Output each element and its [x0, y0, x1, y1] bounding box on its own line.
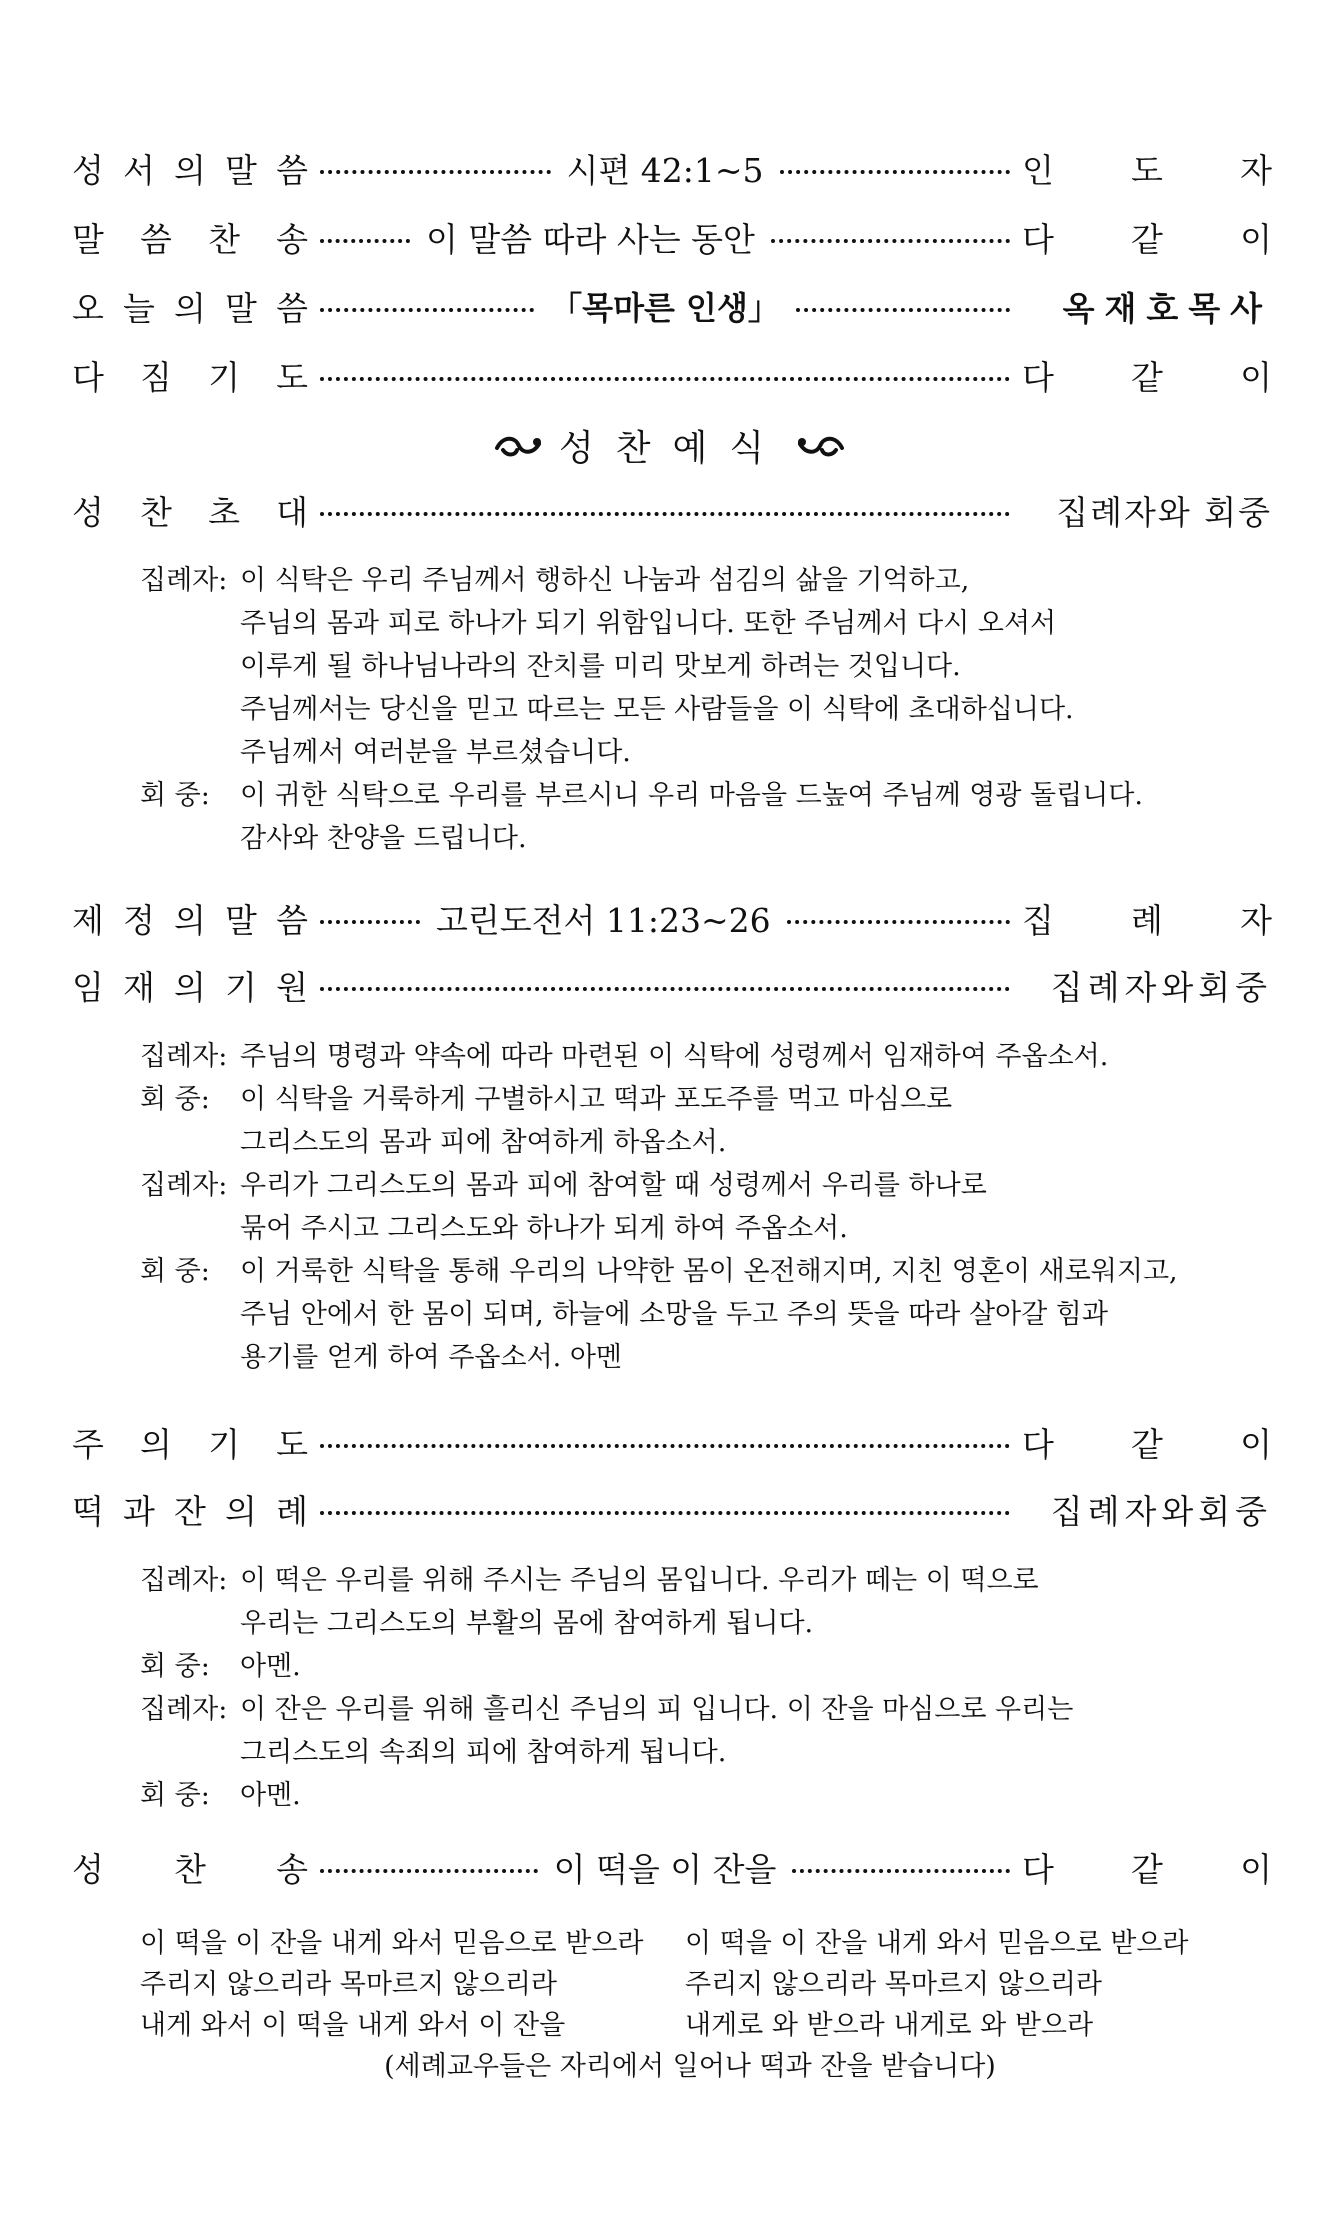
- label-char: 기: [208, 357, 240, 397]
- label-char: 도: [276, 1424, 308, 1464]
- order-row-epiclesis: [72, 960, 1272, 1010]
- liturgy-text: 우리가 그리스도의 몸과 피에 참여할 때 성령께서 우리를 하나로: [240, 1170, 987, 1201]
- speaker-label: [140, 1336, 240, 1379]
- liturgy-text: 이루게 될 하나님나라의 잔치를 미리 맛보게 하려는 것입니다.: [240, 651, 961, 682]
- label-char: 의: [140, 1424, 172, 1464]
- leader-char: 같: [1131, 1424, 1163, 1464]
- row-leader: 집례자와회중: [1050, 967, 1272, 1007]
- liturgy-text: 주님께서 여러분을 부르셨습니다.: [240, 737, 631, 768]
- label-char: 말: [72, 219, 104, 259]
- hymn-title: 이 떡을 이 잔을: [553, 1849, 777, 1889]
- liturgy-text: 아멘.: [240, 1651, 301, 1682]
- label-char: 기: [208, 1424, 240, 1464]
- liturgy-line: [140, 602, 1143, 645]
- speaker-label: [140, 731, 240, 774]
- dot-leader: [320, 1511, 1010, 1515]
- liturgy-line: [140, 645, 1143, 688]
- label-char: 씀: [276, 900, 308, 940]
- liturgy-line: [140, 688, 1143, 731]
- dot-leader: [320, 920, 420, 924]
- label-char: 성: [72, 1849, 104, 1889]
- liturgy-line: [140, 1602, 1073, 1645]
- section-title: 성찬예식: [558, 427, 787, 469]
- label-char: 의: [174, 967, 206, 1007]
- row-leader: [1022, 214, 1272, 261]
- leader-char: 이: [1240, 1849, 1272, 1889]
- ornament-left-icon: [493, 430, 545, 460]
- label-char: 대: [276, 492, 308, 532]
- label-char: 성: [72, 150, 104, 190]
- liturgy-line: [140, 817, 1143, 860]
- liturgy-text: 이 잔은 우리를 위해 흘리신 주님의 피 입니다. 이 잔을 마심으로 우리는: [240, 1694, 1074, 1725]
- label-char: 임: [72, 967, 104, 1007]
- lyrics-column-left: [140, 1923, 685, 2046]
- liturgy-text: 묶어 주시고 그리스도와 하나가 되게 하여 주옵소서.: [240, 1213, 848, 1244]
- dot-leader: [780, 170, 1011, 174]
- liturgy-line: [140, 1078, 1178, 1121]
- scripture-reference: 고린도전서 11:23~26: [436, 900, 771, 940]
- leader-char: 이: [1240, 357, 1272, 397]
- row-label: [72, 1419, 308, 1466]
- speaker-label: [140, 1121, 240, 1164]
- speaker-label: 회 중:: [140, 1780, 210, 1811]
- liturgy-line: [140, 774, 1143, 817]
- leader-char: 이: [1240, 1424, 1272, 1464]
- elements-liturgy: [140, 1559, 1073, 1817]
- speaker-label: [140, 688, 240, 731]
- lyric-line: 주리지 않으리라 목마르지 않으리라: [140, 1969, 557, 2000]
- speaker-label: [140, 1602, 240, 1645]
- row-label: [72, 214, 308, 261]
- label-char: 초: [208, 492, 240, 532]
- row-leader: 집례자와회중: [1050, 1491, 1272, 1531]
- label-char: 기: [225, 967, 257, 1007]
- order-row-elements: [72, 1484, 1272, 1534]
- liturgy-line: [140, 1688, 1073, 1731]
- dot-leader: [320, 1444, 1010, 1448]
- dot-leader: [320, 239, 410, 243]
- liturgy-text: 그리스도의 속죄의 피에 참여하게 됩니다.: [240, 1737, 727, 1768]
- dot-leader: [792, 1869, 1010, 1873]
- label-char: 잔: [174, 1491, 206, 1531]
- liturgy-text: 이 식탁을 거룩하게 구별하시고 떡과 포도주를 먹고 마심으로: [240, 1084, 953, 1115]
- liturgy-line: [140, 1207, 1178, 1250]
- label-char: 말: [225, 150, 257, 190]
- row-label: [72, 895, 308, 942]
- liturgy-text: 이 거룩한 식탁을 통해 우리의 나약한 몸이 온전해지며, 지친 영혼이 새로워지고,: [240, 1256, 1178, 1287]
- lyric-line: 이 떡을 이 잔을 내게 와서 믿음으로 받으라: [140, 1928, 644, 1959]
- preacher-name: 옥재호목사: [1062, 288, 1273, 328]
- row-leader: 집례자와 회중: [1056, 492, 1272, 532]
- dot-leader: [771, 239, 1010, 243]
- lyric-line: 내게 와서 이 떡을 내게 와서 이 잔을: [140, 2010, 566, 2041]
- label-char: 의: [174, 288, 206, 328]
- dot-leader: [320, 308, 534, 312]
- row-leader: [1022, 895, 1272, 942]
- label-char: 제: [72, 900, 104, 940]
- leader-char: 자: [1240, 150, 1272, 190]
- ornament-right-icon: [794, 430, 846, 460]
- row-leader: [1022, 352, 1272, 399]
- order-row-lords-prayer: [72, 1417, 1272, 1467]
- lyric-line: 내게로 와 받으라 내게로 와 받으라: [685, 2010, 1094, 2041]
- label-char: 정: [123, 900, 155, 940]
- leader-char: 같: [1131, 219, 1163, 259]
- liturgy-text: 주님의 몸과 피로 하나가 되기 위함입니다. 또한 주님께서 다시 오셔서: [240, 608, 1057, 639]
- speaker-label: 집례자:: [140, 1170, 228, 1201]
- speaker-label: 회 중:: [140, 1651, 210, 1682]
- liturgy-line: [140, 1164, 1178, 1207]
- label-char: 의: [174, 900, 206, 940]
- order-row-invitation: [72, 485, 1272, 535]
- lyric-line: 이 떡을 이 잔을 내게 와서 믿음으로 받으라: [685, 1928, 1189, 1959]
- leader-char: 자: [1240, 900, 1272, 940]
- speaker-label: [140, 1731, 240, 1774]
- invitation-liturgy: [140, 559, 1143, 860]
- row-leader: [1022, 1419, 1272, 1466]
- label-char: 송: [276, 219, 308, 259]
- label-char: 늘: [123, 288, 155, 328]
- liturgy-text: 이 식탁은 우리 주님께서 행하신 나눔과 섬김의 삶을 기억하고,: [240, 565, 970, 596]
- liturgy-line: [140, 731, 1143, 774]
- liturgy-line: [140, 1774, 1073, 1817]
- order-row-scripture: [72, 143, 1272, 193]
- speaker-label: 집례자:: [140, 1565, 228, 1596]
- row-label: [72, 1486, 308, 1533]
- order-row-prayer: [72, 350, 1272, 400]
- liturgy-text: 주님의 명령과 약속에 따라 마련된 이 식탁에 성령께서 임재하여 주옵소서.: [240, 1041, 1109, 1072]
- leader-char: 같: [1131, 1849, 1163, 1889]
- liturgy-line: [140, 1336, 1178, 1379]
- speaker-label: 회 중:: [140, 1256, 210, 1287]
- row-leader: [1022, 1844, 1272, 1891]
- row-label: [72, 962, 308, 1009]
- label-char: 성: [72, 492, 104, 532]
- label-char: 떡: [72, 1491, 104, 1531]
- liturgy-text: 그리스도의 몸과 피에 참여하게 하옵소서.: [240, 1127, 727, 1158]
- label-char: 말: [225, 900, 257, 940]
- row-label: [72, 283, 308, 330]
- order-row-institution: [72, 893, 1272, 943]
- label-char: 오: [72, 288, 104, 328]
- leader-char: 이: [1240, 219, 1272, 259]
- liturgy-line: [140, 1731, 1073, 1774]
- row-label: [72, 352, 308, 399]
- label-char: 도: [276, 357, 308, 397]
- liturgy-line: [140, 1293, 1178, 1336]
- label-char: 다: [72, 357, 104, 397]
- lyric-line: 주리지 않으리라 목마르지 않으리라: [685, 1969, 1102, 2000]
- liturgy-line: [140, 1559, 1073, 1602]
- leader-char: 도: [1131, 150, 1163, 190]
- hymn-lyrics: [140, 1923, 1240, 2082]
- dot-leader: [320, 512, 1010, 516]
- section-heading: [0, 420, 1339, 470]
- speaker-label: [140, 645, 240, 688]
- order-row-communion-hymn: [72, 1842, 1272, 1892]
- speaker-label: 회 중:: [140, 780, 210, 811]
- scripture-reference: 시편 42:1~5: [566, 150, 764, 190]
- epiclesis-liturgy: [140, 1035, 1178, 1379]
- label-char: 씀: [140, 219, 172, 259]
- liturgy-text: 주님께서는 당신을 믿고 따르는 모든 사람들을 이 식탁에 초대하십니다.: [240, 694, 1074, 725]
- speaker-label: [140, 1207, 240, 1250]
- label-char: 송: [276, 1849, 308, 1889]
- speaker-label: 회 중:: [140, 1084, 210, 1115]
- label-char: 찬: [208, 219, 240, 259]
- liturgy-line: [140, 1121, 1178, 1164]
- row-label: [72, 487, 308, 534]
- dot-leader: [787, 920, 1010, 924]
- row-label: [72, 1844, 308, 1891]
- sermon-title: 「목마른 인생」: [550, 289, 780, 327]
- label-char: 찬: [140, 492, 172, 532]
- label-char: 씀: [276, 150, 308, 190]
- dot-leader: [320, 1869, 538, 1873]
- liturgy-text: 이 귀한 식탁으로 우리를 부르시니 우리 마음을 드높여 주님께 영광 돌립니다.: [240, 780, 1143, 811]
- hymn-title: 이 말씀 따라 사는 동안: [426, 219, 755, 259]
- leader-char: 다: [1022, 219, 1054, 259]
- dot-leader: [320, 987, 1010, 991]
- instruction-note: (세례교우들은 자리에서 일어나 떡과 잔을 받습니다): [384, 2051, 996, 2082]
- order-row-response-hymn: [72, 212, 1272, 262]
- leader-char: 같: [1131, 357, 1163, 397]
- label-char: 례: [276, 1491, 308, 1531]
- label-char: 과: [123, 1491, 155, 1531]
- leader-char: 다: [1022, 357, 1054, 397]
- row-leader: [1022, 145, 1272, 192]
- leader-char: 집: [1022, 900, 1054, 940]
- leader-char: 다: [1022, 1424, 1054, 1464]
- lyrics-column-right: [685, 1923, 1230, 2046]
- speaker-label: [140, 602, 240, 645]
- label-char: 말: [225, 288, 257, 328]
- speaker-label: 집례자:: [140, 565, 228, 596]
- speaker-label: [140, 817, 240, 860]
- liturgy-line: [140, 1035, 1178, 1078]
- speaker-label: 집례자:: [140, 1694, 228, 1725]
- leader-char: 인: [1022, 150, 1054, 190]
- liturgy-line: [140, 559, 1143, 602]
- label-char: 의: [174, 150, 206, 190]
- label-char: 짐: [140, 357, 172, 397]
- dot-leader: [320, 377, 1010, 381]
- label-char: 의: [225, 1491, 257, 1531]
- label-char: 찬: [174, 1849, 206, 1889]
- liturgy-line: [140, 1645, 1073, 1688]
- label-char: 서: [123, 150, 155, 190]
- label-char: 씀: [276, 288, 308, 328]
- label-char: 원: [276, 967, 308, 1007]
- speaker-label: [140, 1293, 240, 1336]
- label-char: 재: [123, 967, 155, 1007]
- order-row-sermon: [72, 281, 1272, 331]
- dot-leader: [320, 170, 551, 174]
- speaker-label: 집례자:: [140, 1041, 228, 1072]
- liturgy-text: 우리는 그리스도의 부활의 몸에 참여하게 됩니다.: [240, 1608, 814, 1639]
- liturgy-text: 아멘.: [240, 1780, 301, 1811]
- leader-char: 다: [1022, 1849, 1054, 1889]
- liturgy-text: 주님 안에서 한 몸이 되며, 하늘에 소망을 두고 주의 뜻을 따라 살아갈 힘과: [240, 1299, 1108, 1330]
- liturgy-text: 감사와 찬양을 드립니다.: [240, 823, 527, 854]
- liturgy-text: 이 떡은 우리를 위해 주시는 주님의 몸입니다. 우리가 떼는 이 떡으로: [240, 1565, 1039, 1596]
- row-label: [72, 145, 308, 192]
- leader-char: 례: [1131, 900, 1163, 940]
- label-char: 주: [72, 1424, 104, 1464]
- dot-leader: [796, 308, 1010, 312]
- liturgy-text: 용기를 얻게 하여 주옵소서. 아멘: [240, 1342, 622, 1373]
- liturgy-line: [140, 1250, 1178, 1293]
